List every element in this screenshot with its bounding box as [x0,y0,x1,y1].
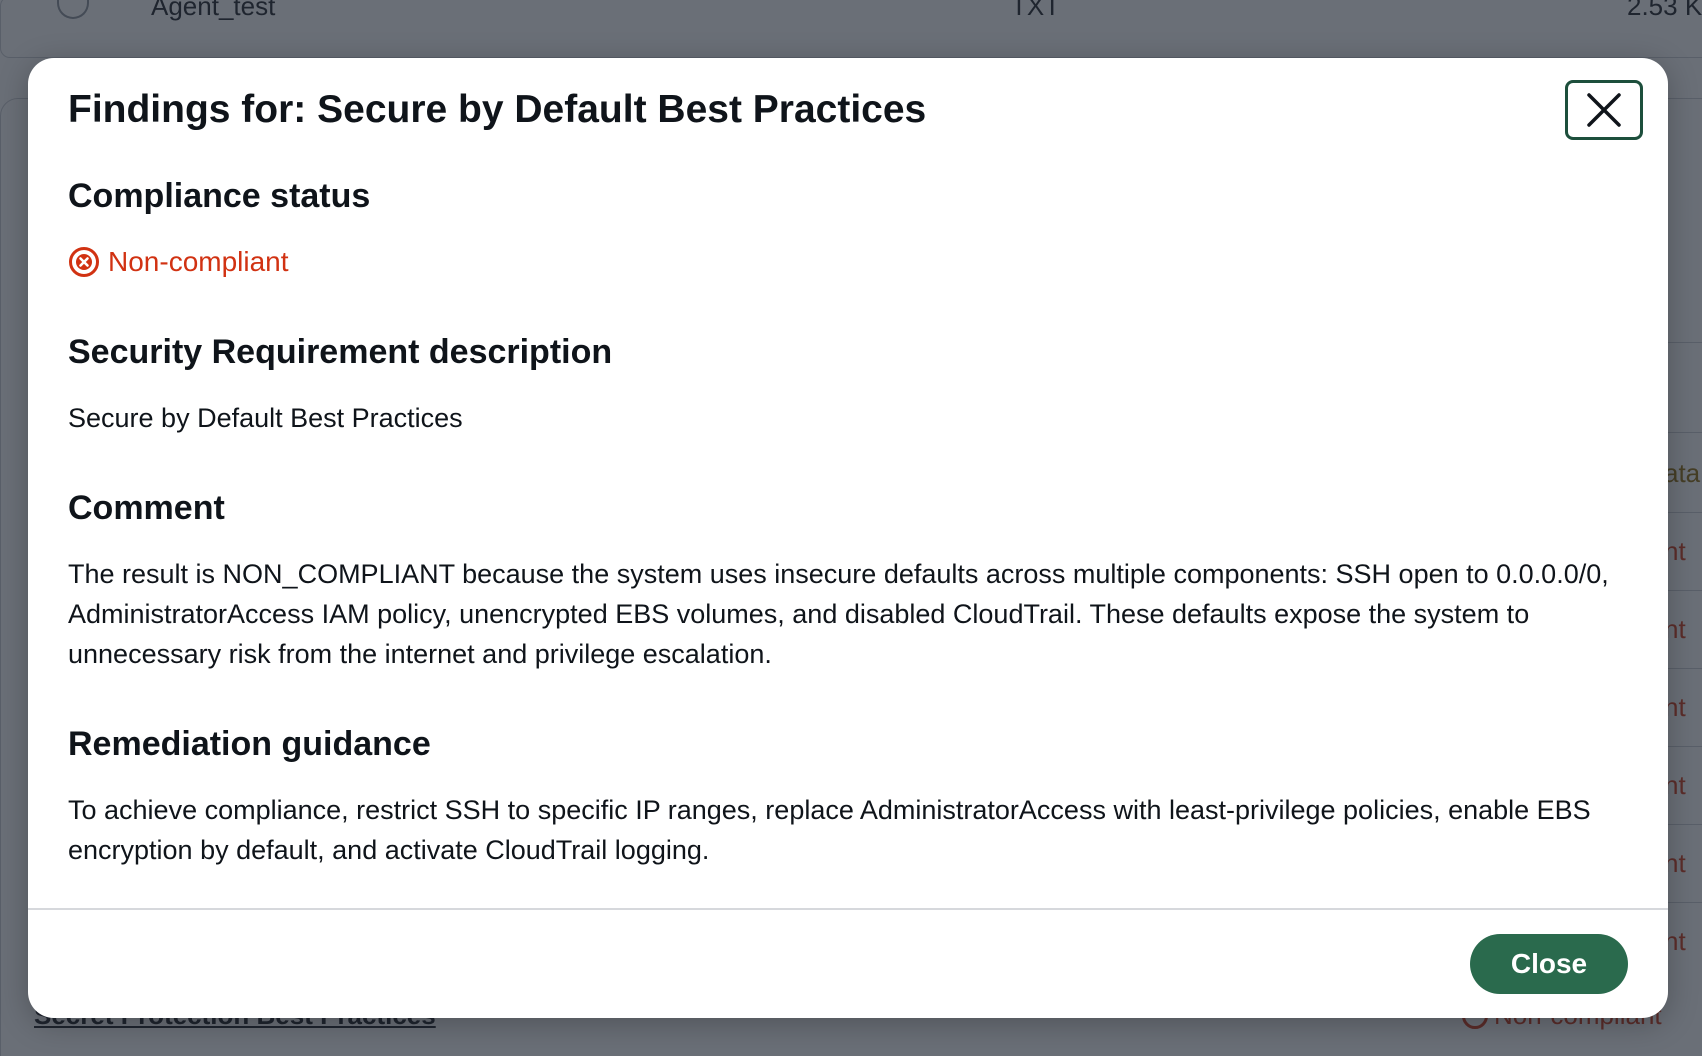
close-icon [1585,91,1623,129]
dismiss-button[interactable] [1565,80,1643,140]
comment-section [68,488,1628,674]
findings-modal [28,58,1668,1018]
remediation-text: To achieve compliance, restrict SSH to specific IP ranges, replace AdministratorAccess with least-privilege policies, enable EBS encryption by default, and activate CloudTrail logging. [68,795,1591,865]
requirement-section [68,332,612,438]
requirement-heading: Security Requirement description [68,333,613,371]
footer-divider [28,908,1668,910]
compliance-section [68,176,370,282]
comment-heading: Comment [68,489,225,527]
remediation-heading: Remediation guidance [68,725,431,763]
error-circle-icon [68,246,100,278]
compliance-heading: Compliance status [68,177,371,215]
modal-title: Findings for: Secure by Default Best Practices [68,88,927,131]
compliance-status-badge [68,242,370,282]
compliance-status-text: Non-compliant [108,246,289,277]
remediation-section [68,724,1628,870]
comment-text: The result is NON_COMPLIANT because the system uses insecure defaults across multiple components: SSH open to 0.0.0.0/0, AdministratorAccess IAM policy, unencrypted EBS volumes, and disabled CloudTrail. These defaults expose the system to unnecessary risk from the internet and privilege escalation. [68,559,1609,669]
close-button[interactable]: Close [1470,934,1628,994]
requirement-text: Secure by Default Best Practices [68,403,463,433]
